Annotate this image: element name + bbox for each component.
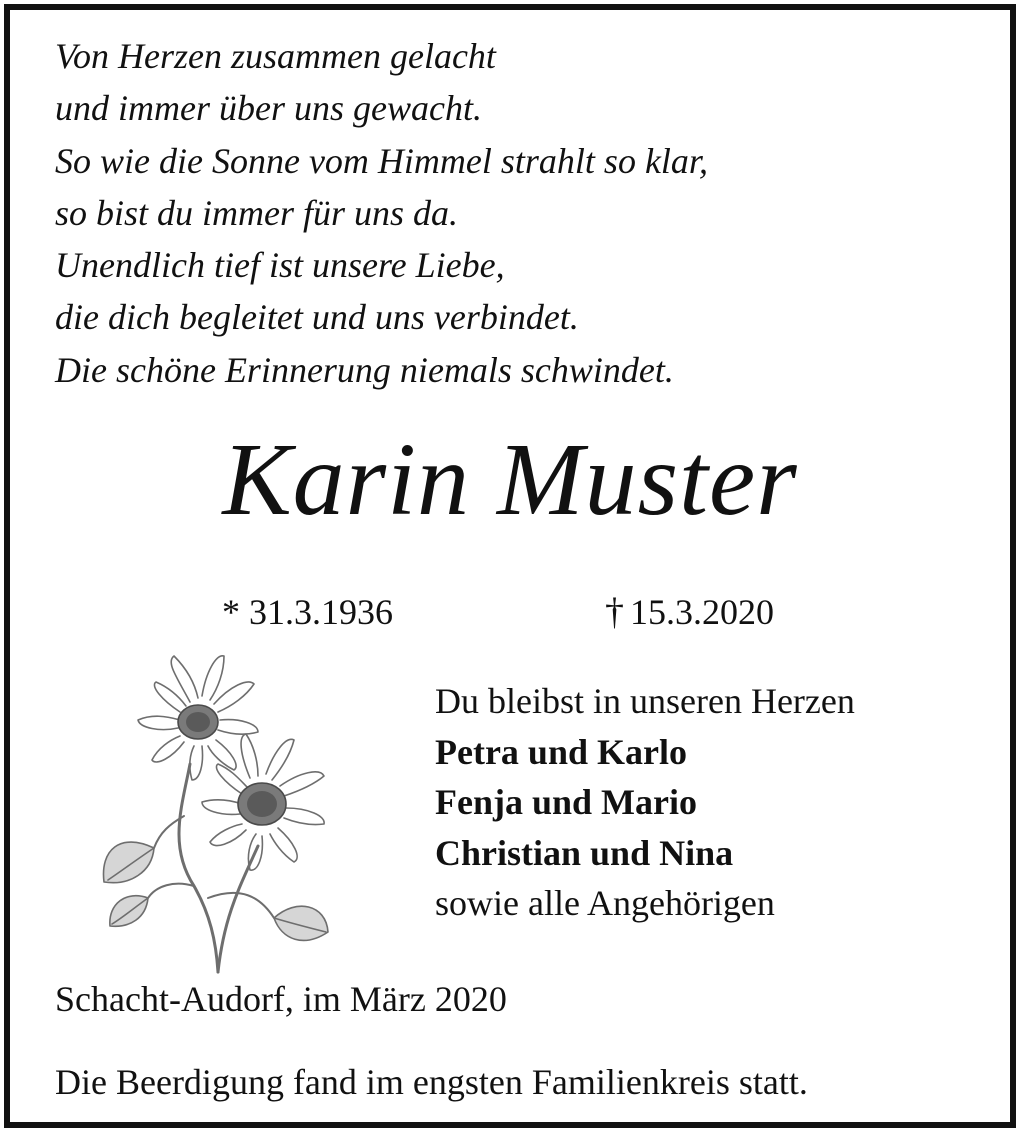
poem [55,30,955,396]
mourners-intro: Du bleibst in unseren Herzen [435,681,855,721]
mourner-names: Fenja und Mario [435,782,698,822]
dagger-icon: † [605,591,624,633]
poem-line: Die schöne Erinnerung niemals schwindet. [55,349,674,390]
sunflower-drawing-icon [90,636,352,978]
mourners-outro: sowie alle Angehörigen [435,883,775,923]
poem-line: So wie die Sonne vom Himmel strahlt so klar, [55,140,708,181]
mourner-names: Petra und Karlo [435,731,687,772]
death-date-line [605,590,774,634]
poem-line: Unendlich tief ist unsere Liebe, [55,245,505,286]
poem-line: und immer über uns gewacht. [55,88,482,129]
mourners [435,676,855,929]
death-date: 15.3.2020 [630,592,774,632]
poem-line: Von Herzen zusammen gelacht [55,36,496,76]
funeral-note: Die Beerdigung fand im engsten Familienkreis statt. [55,1062,808,1102]
poem-line: so bist du immer für uns da. [55,192,459,233]
birth-date: * 31.3.1936 [222,592,393,632]
poem-line: die dich begleitet und uns verbindet. [55,297,579,338]
deceased-name: Karin Muster [222,422,798,537]
mourner-names: Christian und Nina [435,832,734,873]
place-and-date: Schacht-Audorf, im März 2020 [55,979,507,1019]
